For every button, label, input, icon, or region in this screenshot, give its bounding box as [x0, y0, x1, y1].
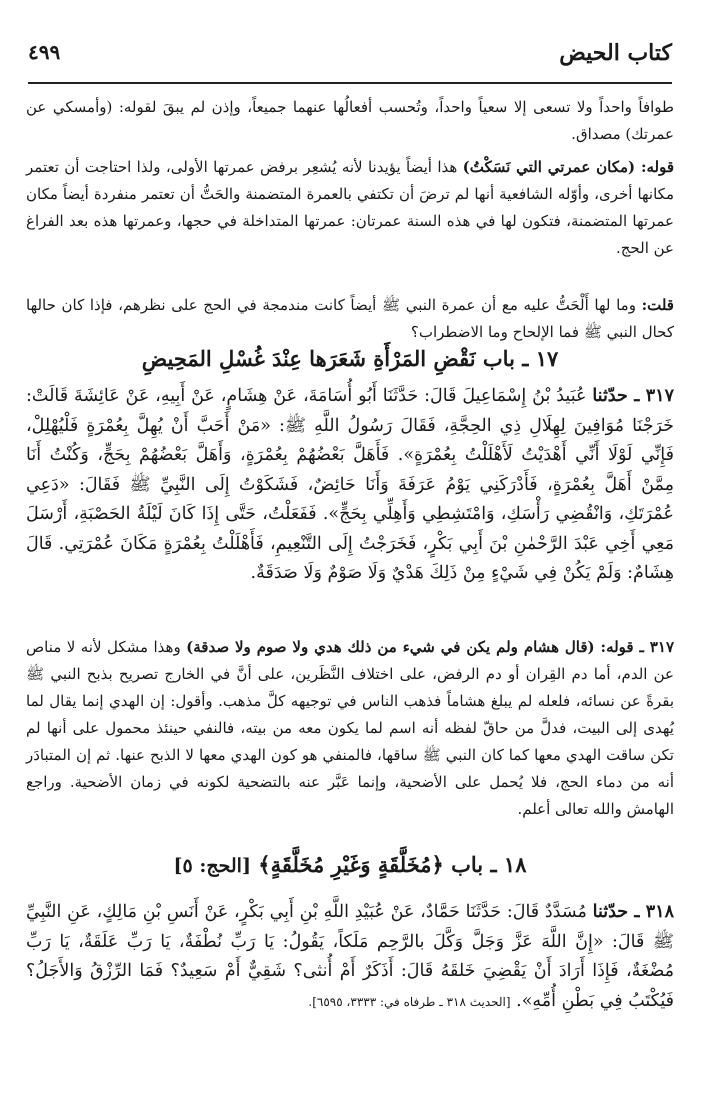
quran-reference: [الحج: ٥] [173, 855, 251, 877]
commentary-lead: قلت: [641, 296, 674, 314]
commentary-lead: ٣١٧ ـ قوله: (قال هشام ولم يكن في شيء من ذلك هدي ولا صوم ولا صدقة) [186, 638, 674, 656]
commentary-paragraph-2 [26, 154, 674, 262]
hadith-lead: ٣١٧ ـ حدّثنا [592, 386, 674, 406]
chapter-heading-title: ١٨ ـ باب ﴿مُخَلَّقَةٍ وَغَيْرِ مُخَلَّقَةٍ﴾ [258, 852, 527, 877]
hadith-cross-reference: [الحديث ٣١٨ ـ طرفاه في: ٣٣٣٣، ٦٥٩٥]. [308, 994, 511, 1009]
commentary-body: وما لها أَلْحَتُّ عليه مع أن عمرة النبي ﷺ أيضاً كانت مندمجة في الحج على نظرهم، فإذا كان حالها كحال النبي ﷺ فما الإلحاح وما الاضطراب؟ [26, 296, 674, 341]
commentary-lead: قوله: (مكان عمرتي التي نَسَكْتُ) [462, 158, 675, 176]
hadith-318 [26, 898, 674, 1017]
hadith-317 [26, 382, 674, 589]
commentary-317 [26, 634, 674, 823]
chapter-heading-18 [26, 852, 674, 877]
chapter-title: كتاب الحيض [559, 40, 672, 66]
chapter-heading-17: ١٧ ـ باب نَقْضِ المَرْأَةِ شَعَرَها عِنْدَ غُسْلِ المَحِيضِ [141, 346, 559, 371]
hadith-text: عُبَيدُ بْنُ إِسْمَاعِيلَ قَالَ: حَدَّثَنَا أَبُو أُسَامَةَ، عَنْ هِشَامٍ، عَنْ أَبِيهِ، عَنْ عَائِشَةَ قَالَتْ: خَرَجْنَا مُوَافِينَ لِهِلَالِ ذِي الحِجَّةِ، فَقَالَ رَسُولُ اللَّهِ ﷺ: «مَنْ أَحَبَّ أَنْ يُهِلَّ بِعُمْرَةٍ فَلْيُهْلِلْ، فَإِنِّي لَوْلَا أَنِّي أَهْدَيْتُ لَأَهْلَلْتُ بِعُمْرَةٍ». فَأَهَلَّ بَعْضُهُمْ بِعُمْرَةٍ، وَأَهَلَّ بَعْضُهُمْ بِحَجٍّ، وَكُنْتُ أَنَا مِمَّنْ أَهَلَّ بِعُمْرَةٍ، فَأَدْرَكَنِي يَوْمُ عَرَفَةَ وَأَنَا حَائِضٌ، فَشَكَوْتُ إِلَى النَّبِيِّ ﷺ فَقَالَ: «دَعِي عُمْرَتَكِ، وَانْقُضِي رَأْسَكِ، وَامْتَشِطِي وَأَهِلِّي بِحَجٍّ». فَفَعَلْتُ، حَتَّى إِذَا كَانَ لَيْلَةُ الحَصْبَةِ، أَرْسَلَ مَعِي أَخِي عَبْدَ الرَّحْمٰنِ بْنَ أَبِي بَكْرٍ، فَخَرَجْتُ إِلَى التَّنْعِيمِ، فَأَهْلَلْتُ بِعُمْرَةٍ مَكَانَ عُمْرَتِي. قَالَ هِشَامٌ: وَلَمْ يَكُنْ فِي شَيْءٍ مِنْ ذَلِكَ هَدْيٌ وَلَا صَوْمٌ وَلَا صَدَقَةٌ. [26, 386, 674, 583]
hadith-lead: ٣١٨ ـ حدّثنا [592, 902, 674, 922]
page-header [28, 40, 672, 80]
hadith-text: مُسَدَّدٌ قَالَ: حَدَّثَنَا حَمَّادٌ، عَنْ عُبَيْدِ اللَّهِ بْنِ أَبِي بَكْرٍ، عَنْ أَنَسِ بْنِ مَالِكٍ، عَنِ النَّبِيِّ ﷺ قَالَ: «إِنَّ اللَّهَ عَزَّ وَجَلَّ وَكَّلَ بالرَّحِم مَلَكاً، يَقُولُ: يَا رَبِّ نُطْفَةٌ، يَا رَبِّ عَلَقَةٌ، يَا رَبِّ مُضْغَةٌ، فَإِذَا أَرَادَ أَنْ يَقْضِيَ خَلقَهُ قَالَ: أَذَكَرٌ أَمْ أُنثى؟ شَقِيٌّ أَمْ سَعِيدٌ؟ فَمَا الرِّزْقُ وَالأَجَلُ؟ فَيُكْتَبُ فِي بَطْنِ أُمِّهِ». [26, 902, 674, 1011]
commentary-paragraph-1: طوافاً واحداً ولا تسعى إلا سعياً واحداً، وتُحسب أفعالُها عنهما جميعاً، وإذن لم يبقَ لقوله: (وأمسكي عن عمرتك) مصداق. [26, 98, 674, 143]
commentary-body: وهذا مشكل لأنه لا مناص عن الدم، أما دم القِران أو دم الرفض، على اختلاف النَّظَرين، على أنَّ في الخارج تصريح بذبح النبي ﷺ بقرةً عن نسائه، فلعله لم يبلغ هشاماً فذهب الناس في توجيهه كلَّ مذهب. وأقول: إن الهدي إنما يقال لما يُهدى إلى البيت، فدلَّ من حاقّ لفظه أنه اسم لما يكون معه من بيته، فالنفي حينئذ محمول على أنها لم تكن ساقت الهدي معها كما كان النبي ﷺ ساقها، فالمنفي هو كون الهدي معها لا الذبح عنها. ثم إن المتبادَر أنه من دماء الحج، فلا يُحمل على الأضحية، وإنما عَبَّر عنه بالتضحية لكونه في زمان الأضحية. وراجع الهامش والله تعالى أعلم. [26, 638, 674, 818]
commentary-paragraph-3 [26, 292, 674, 346]
header-rule [28, 82, 672, 84]
page-number: ٤٩٩ [28, 40, 61, 64]
commentary-body: هذا أيضاً يؤيدنا لأنه يُشعِر برفض عمرتها الأولى، ولذا احتاجت أن تعتمر مكانها أخرى، وأوّله الشافعية أنها لم ترضَ أن تكتفي بالعمرة المتضمنة والحَتُّ أن تعتمر منفردة أيضاً مكان عمرتها المتضمنة، فتكون لها في هذه السنة عمرتان: عمرتها المتداخلة في حجها، وعمرتها هذه بعد الفراغ عن الحج. [26, 158, 674, 257]
